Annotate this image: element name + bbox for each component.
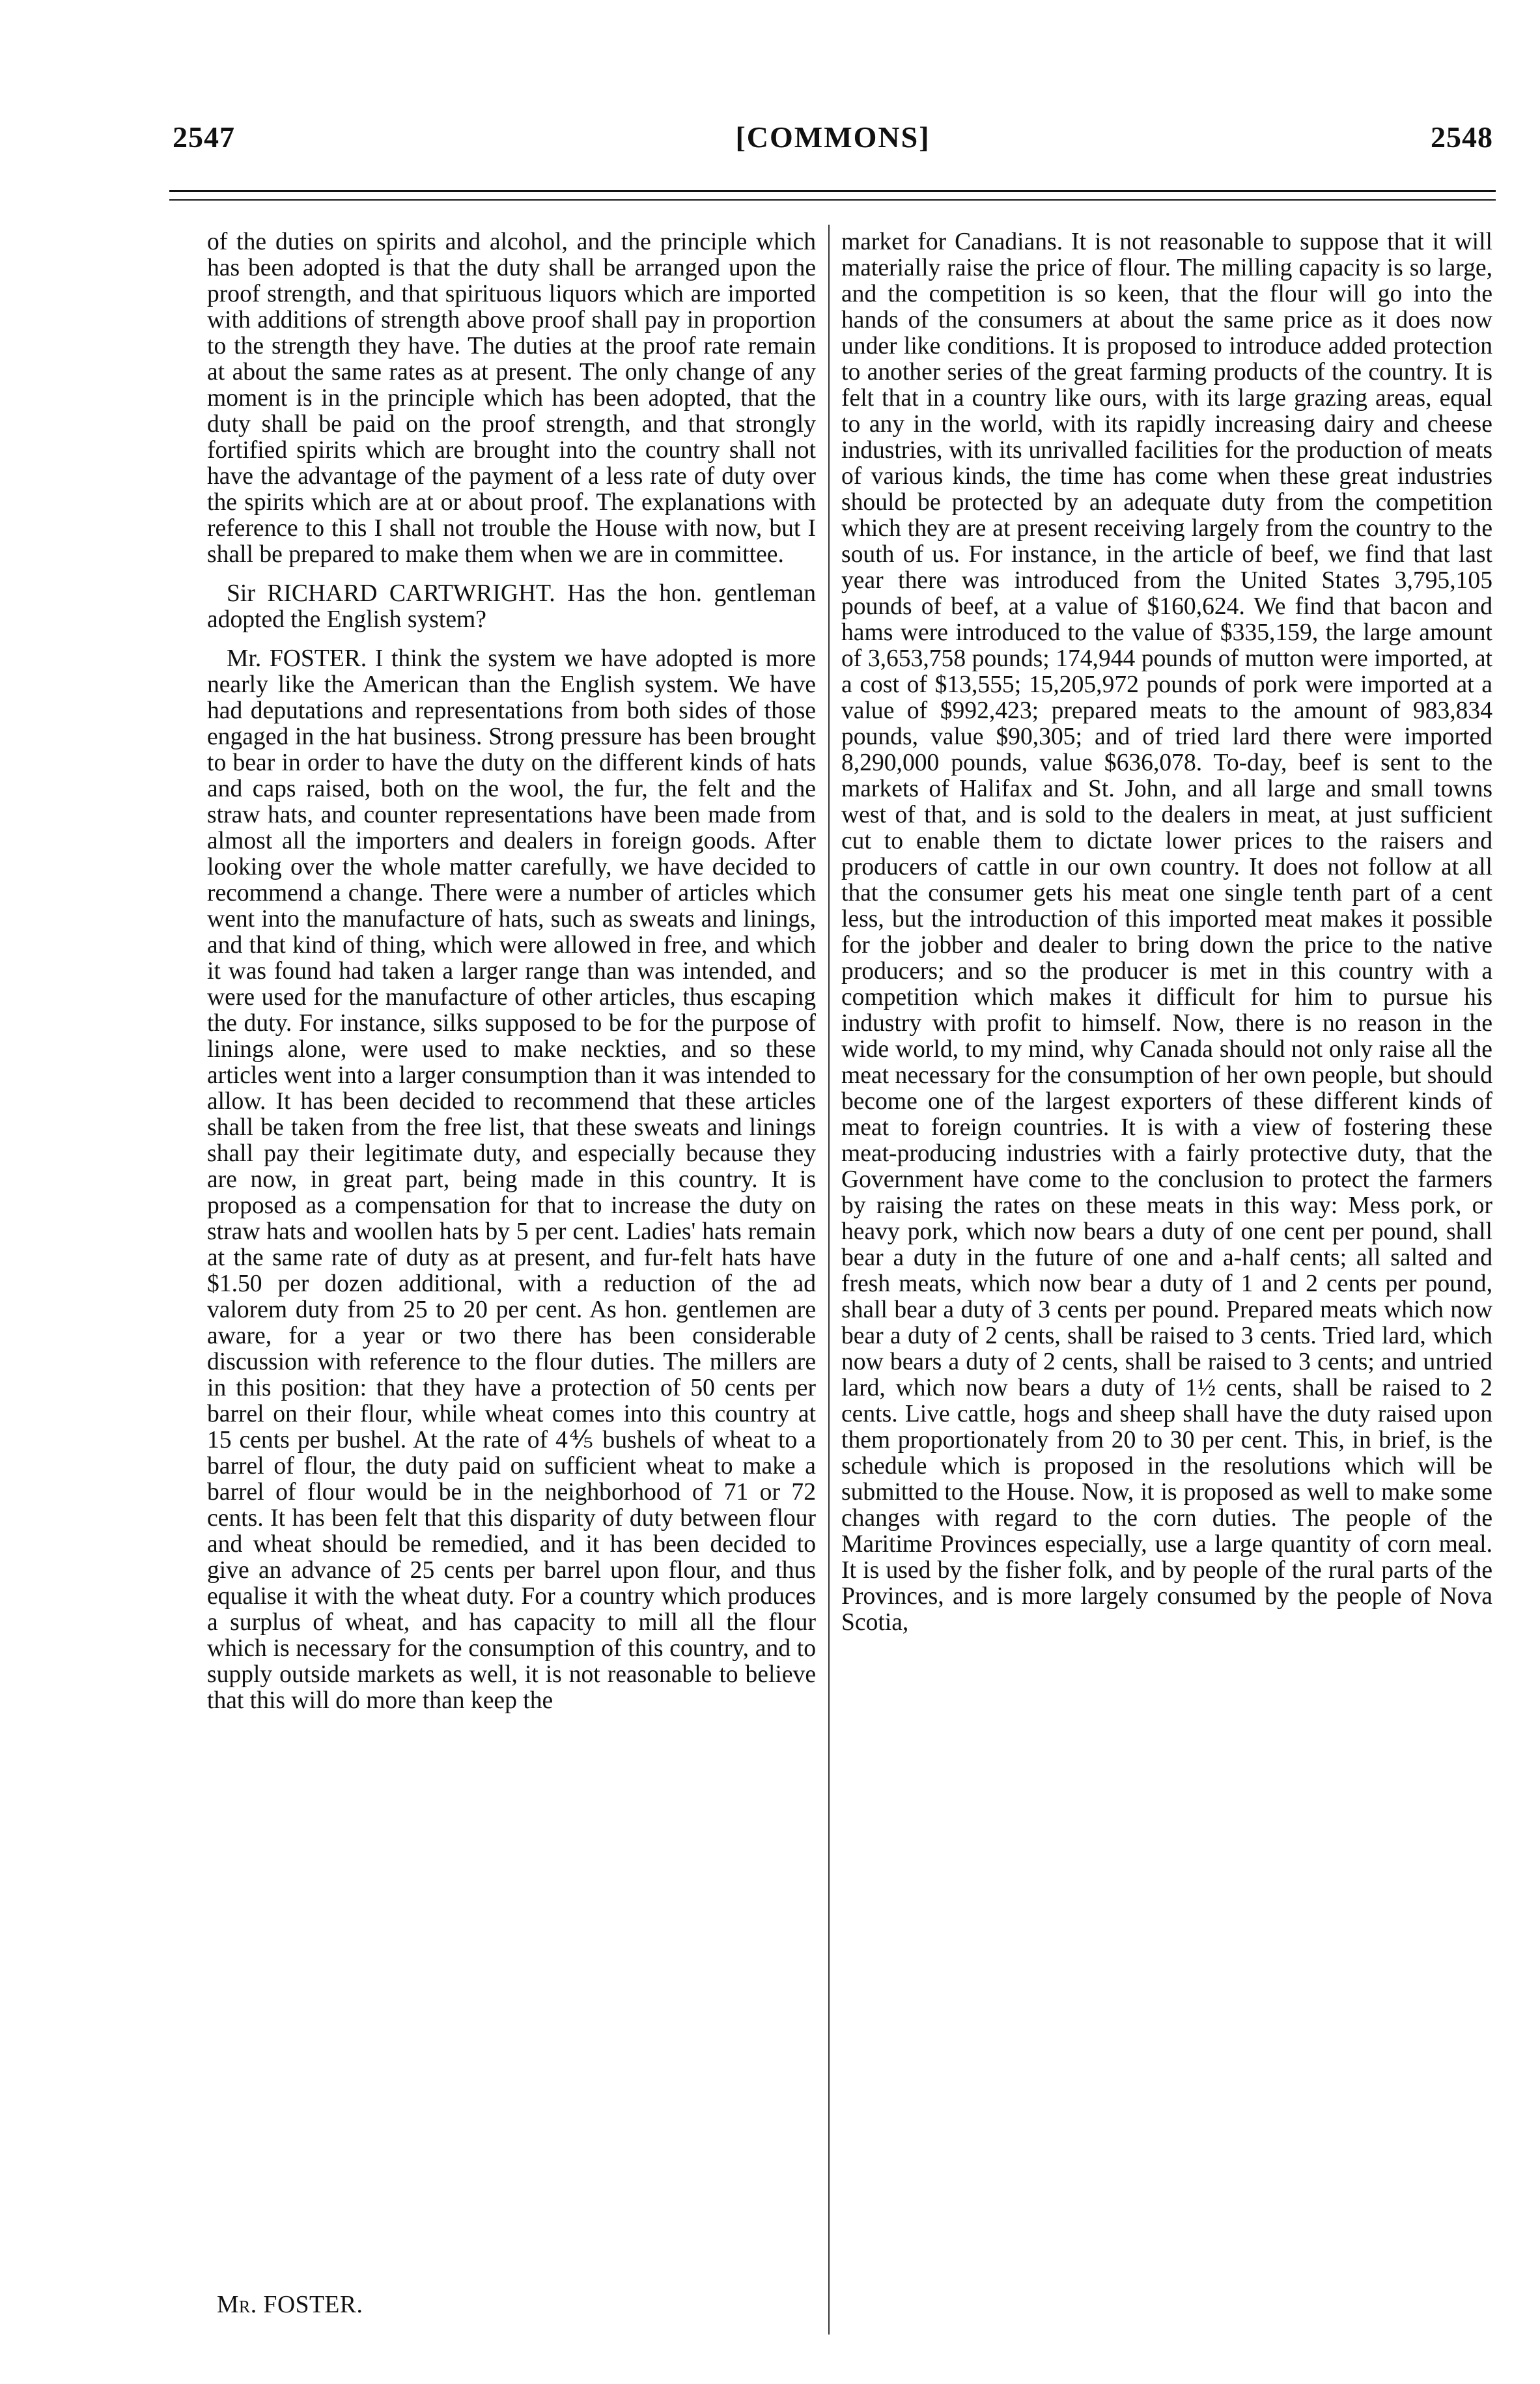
page-header <box>173 117 1493 156</box>
section-title: [COMMONS] <box>735 120 931 154</box>
right-column <box>841 229 1492 1636</box>
right-page-number: 2548 <box>1431 120 1493 154</box>
left-page-number: 2547 <box>173 120 235 154</box>
paragraph: Mr. FOSTER. I think the system we have adopted is more nearly like the American than the English system. We have had deputations and representations from both sides of those engaged in the hat business. Strong pressure has been brought to bear in order to have the duty on the different kinds of hats and caps raised, both on the wool, the fur, the felt and the straw hats, and counter representations have been made from almost all the importers and dealers in foreign goods. After looking over the whole matter carefully, we have decided to recommend a change. There were a number of articles which went into the manufacture of hats, such as sweats and linings, and that kind of thing, which were allowed in free, and which it was found had taken a larger range than was intended, and were used for the manufacture of other articles, thus escaping the duty. For instance, silks supposed to be for the purpose of linings alone, were used to make neckties, and so these articles went into a larger consumption than it was intended to allow. It has been decided to recommend that these articles shall be taken from the free list, that these sweats and linings shall pay their legitimate duty, and especially because they are now, in great part, being made in this country. It is proposed as a compensation for that to increase the duty on straw hats and woollen hats by 5 per cent. Ladies' hats remain at the same rate of duty as at present, and fur-felt hats have $1.50 per dozen additional, with a reduction of the ad valorem duty from 25 to 20 per cent. As hon. gentlemen are aware, for a year or two there has been considerable discussion with reference to the flour duties. The millers are in this position: that they have a protection of 50 cents per barrel on their flour, while wheat comes into this country at 15 cents per bushel. At the rate of 4⅘ bushels of wheat to a barrel of flour, the duty paid on sufficient wheat to make a barrel of flour would be in the neighborhood of 71 or 72 cents. It has been felt that this disparity of duty between flour and wheat should be remedied, and it has been decided to give an advance of 25 cents per barrel upon flour, and thus equalise it with the wheat duty. For a country which produces a surplus of wheat, and has capacity to mill all the flour which is necessary for the consumption of this country, and to supply outside markets as well, it is not reasonable to believe that this will do more than keep the <box>207 645 816 1714</box>
left-column <box>207 229 816 1714</box>
header-rule-top <box>169 190 1496 192</box>
header-rule-bottom <box>169 199 1496 201</box>
column-divider <box>828 225 830 2335</box>
paragraph: Sir RICHARD CARTWRIGHT. Has the hon. gentleman adopted the English system? <box>207 580 816 633</box>
paragraph: of the duties on spirits and alcohol, and the principle which has been adopted is that the duty shall be arranged upon the proof strength, and that spirituous liquors which are imported with additions of strength above proof shall pay in proportion to the strength they have. The duties at the proof rate remain at about the same rates as at present. The only change of any moment is in the principle which has been adopted, that the duty shall be paid on the proof strength, and that strongly fortified spirits which are brought into the country shall not have the advantage of the payment of a less rate of duty over the spirits which are at or about proof. The explanations with reference to this I shall not trouble the House with now, but I shall be prepared to make them when we are in committee. <box>207 229 816 568</box>
paragraph: market for Canadians. It is not reasonable to suppose that it will materially raise the price of flour. The milling capacity is so large, and the competition is so keen, that the flour will go into the hands of the consumers at about the same price as it does now under like conditions. It is proposed to introduce added protection to another series of the great farming products of the country. It is felt that in a country like ours, with its large grazing areas, equal to any in the world, with its rapidly increasing dairy and cheese industries, with its unrivalled facilities for the production of meats of various kinds, the time has come when these great industries should be protected by an adequate duty from the competition which they are at present receiving largely from the country to the south of us. For instance, in the article of beef, we find that last year there was introduced from the United States 3,795,105 pounds of beef, at a value of $160,624. We find that bacon and hams were introduced to the value of $335,159, the large amount of 3,653,758 pounds; 174,944 pounds of mutton were imported, at a cost of $13,555; 15,205,972 pounds of pork were imported at a value of $992,423; prepared meats to the amount of 983,834 pounds, value $90,305; and of tried lard there were imported 8,290,000 pounds, value $636,078. To-day, beef is sent to the markets of Halifax and St. John, and all large and small towns west of that, and is sold to the dealers in meat, at just sufficient cut to enable them to dictate lower prices to the raisers and producers of cattle in our own country. It does not follow at all that the consumer gets his meat one single tenth part of a cent less, but the introduction of this imported meat makes it possible for the jobber and dealer to bring down the price to the native producers; and so the producer is met in this country with a competition which makes it difficult for him to pursue his industry with profit to himself. Now, there is no reason in the wide world, to my mind, why Canada should not only raise all the meat necessary for the consumption of her own people, but should become one of the largest exporters of these different kinds of meat to foreign countries. It is with a view of fostering these meat-producing industries with a fairly protective duty, that the Government have come to the conclusion to protect the farmers by raising the rates on these meats in this way: Mess pork, or heavy pork, which now bears a duty of one cent per pound, shall bear a duty in the future of one and a-half cents; all salted and fresh meats, which now bear a duty of 1 and 2 cents per pound, shall bear a duty of 3 cents per pound. Prepared meats which now bear a duty of 2 cents, shall be raised to 3 cents. Tried lard, which now bears a duty of 2 cents, shall be raised to 3 cents; and untried lard, which now bears a duty of 1½ cents, shall be raised to 2 cents. Live cattle, hogs and sheep shall have the duty raised upon them proportionately from 20 to 30 per cent. This, in brief, is the schedule which is proposed in the resolutions which will be submitted to the House. Now, it is proposed as well to make some changes with regard to the corn duties. The people of the Maritime Provinces especially, use a large quantity of corn meal. It is used by the fisher folk, and by people of the rural parts of the Provinces, and is more largely consumed by the people of Nova Scotia, <box>841 229 1492 1636</box>
footer-speaker: Mr. FOSTER. <box>217 2292 363 2318</box>
